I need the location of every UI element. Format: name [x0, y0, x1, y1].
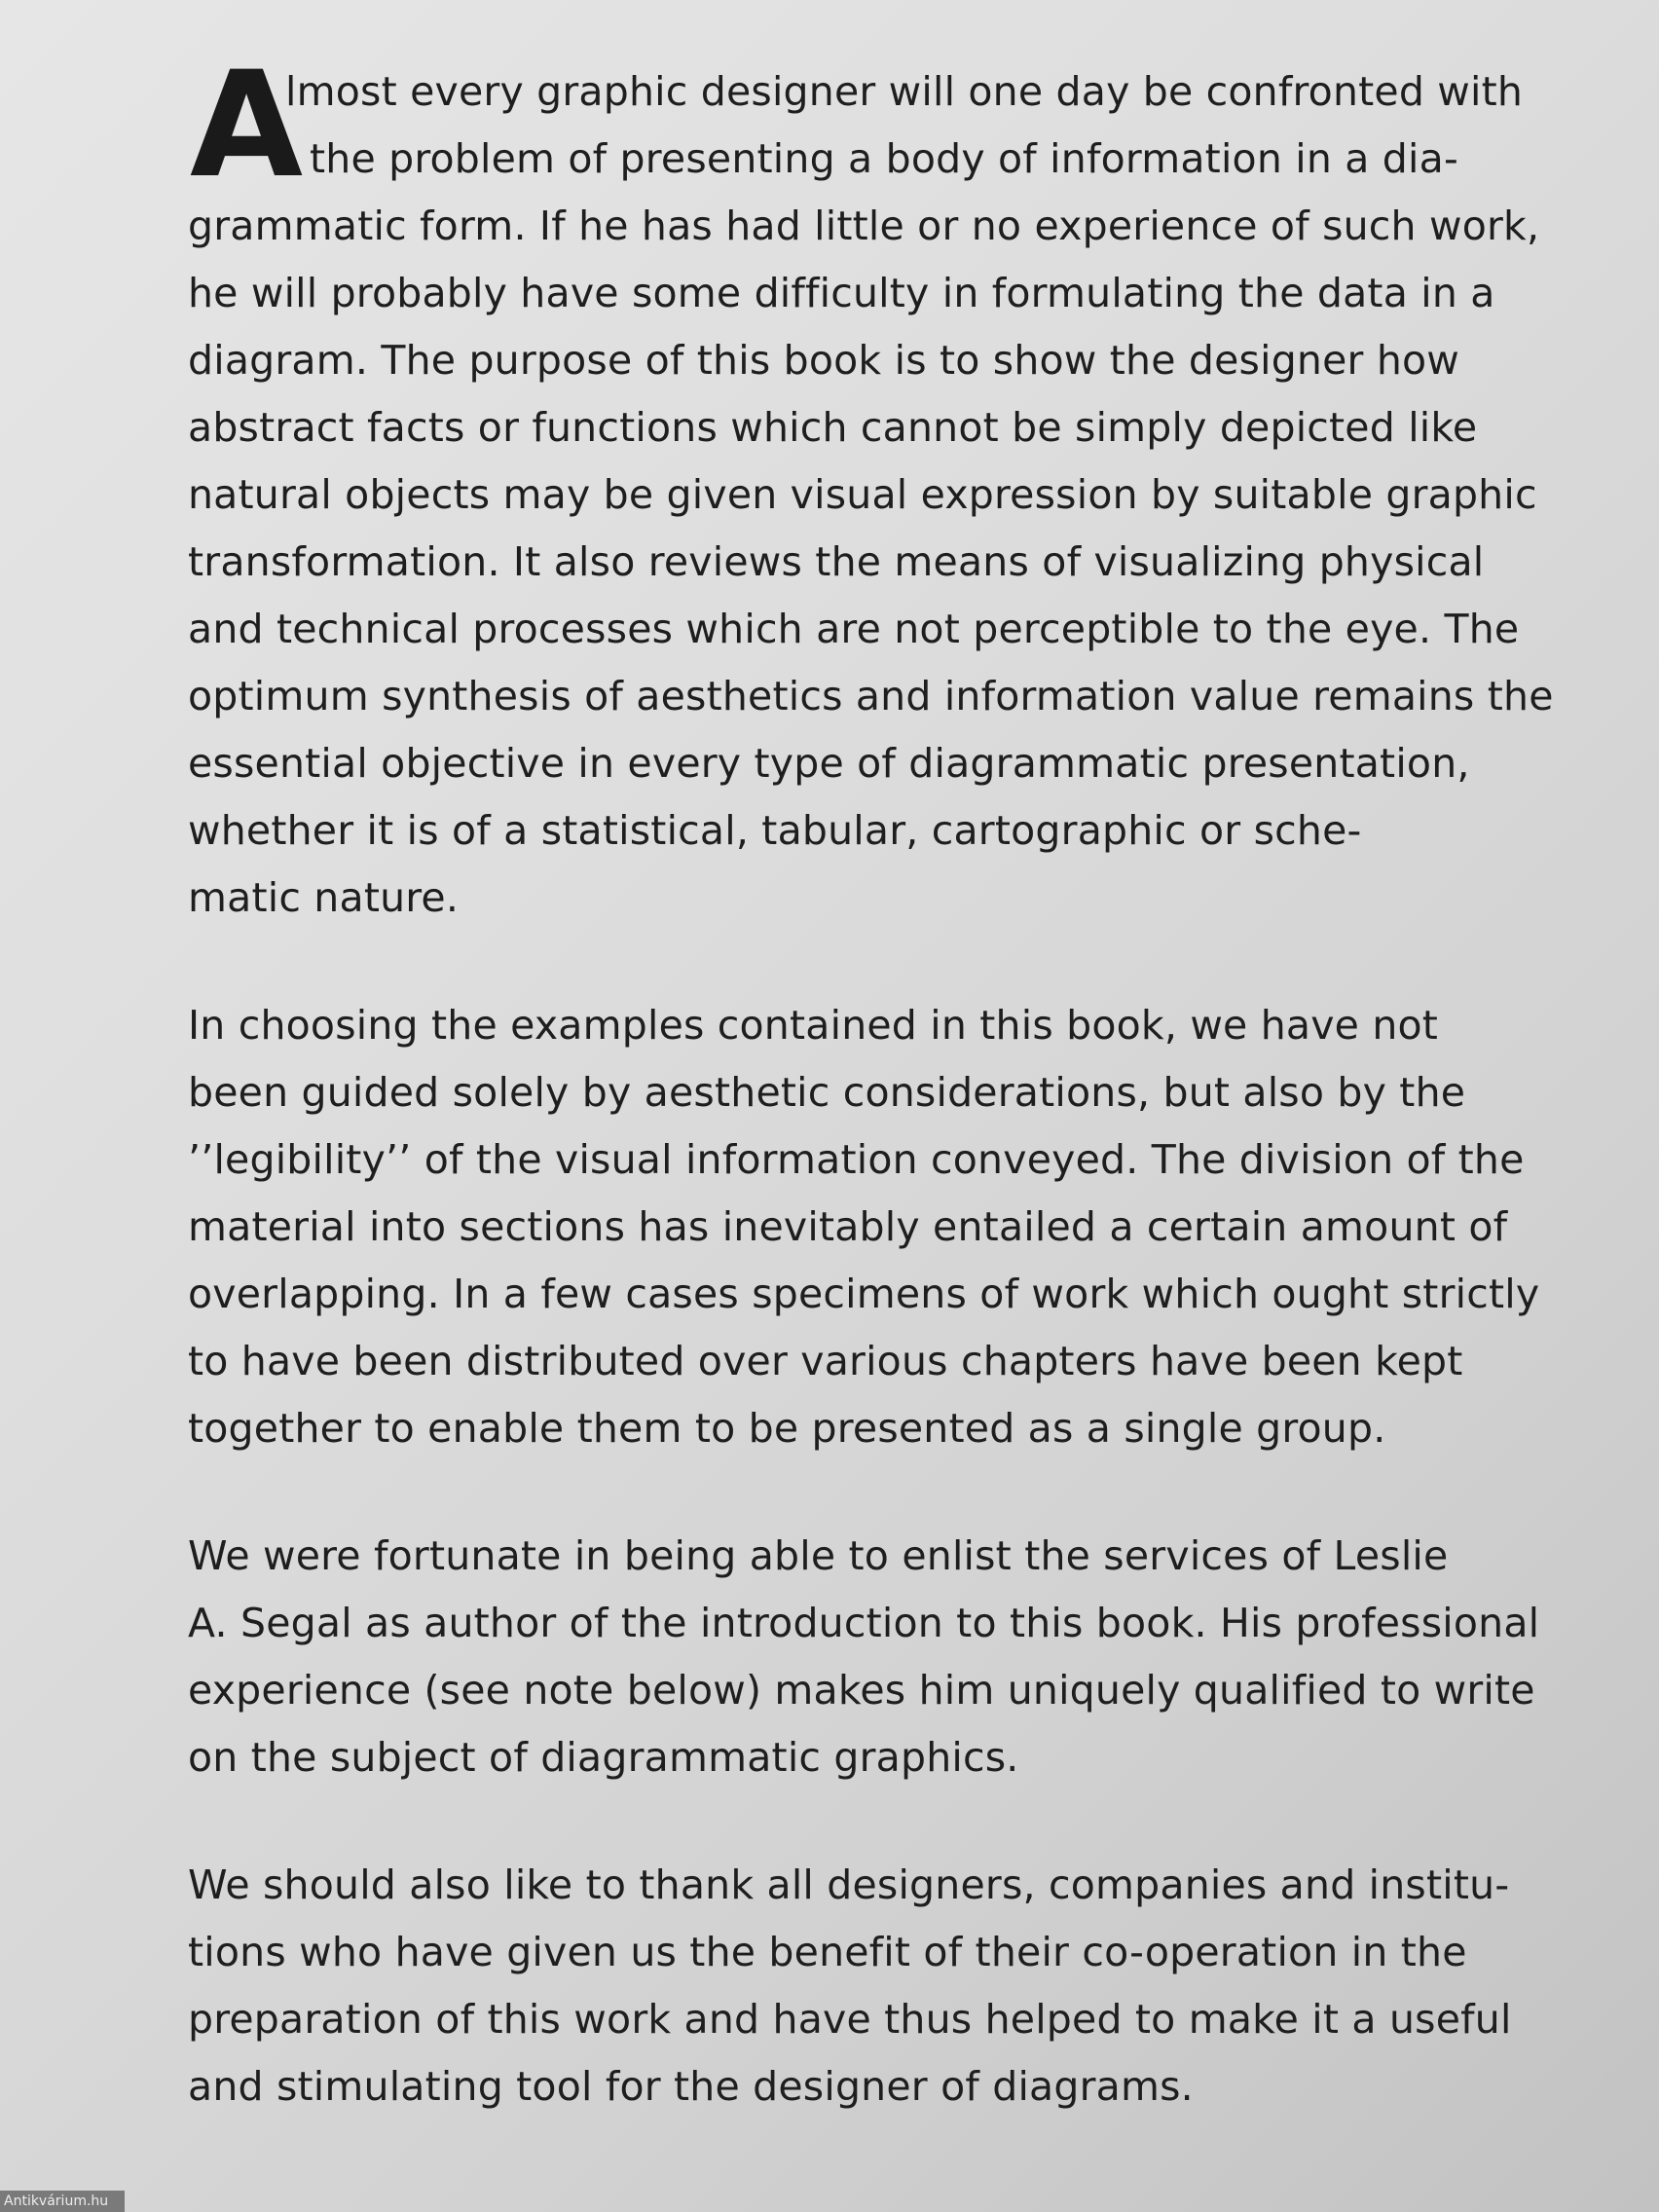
text-line: grammatic form. If he has had little or no experience of such work,	[188, 203, 1540, 249]
paragraph-1	[188, 41, 1629, 932]
text-line: the problem of presenting a body of information in a dia-	[310, 135, 1458, 182]
text-line: We were fortunate in being able to enlist the services of Leslie	[188, 1532, 1449, 1579]
paragraph-2	[188, 992, 1629, 1462]
text-line: natural objects may be given visual expression by suitable graphic	[188, 471, 1537, 518]
text-line: to have been distributed over various chapters have been kept	[188, 1338, 1463, 1384]
text-line: and stimulating tool for the designer of diagrams.	[188, 2063, 1194, 2110]
text-line: and technical processes which are not perceptible to the eye. The	[188, 606, 1520, 652]
text-line: In choosing the examples contained in this book, we have not	[188, 1002, 1439, 1049]
text-line: experience (see note below) makes him uniquely qualified to write	[188, 1667, 1535, 1714]
text-line: tions who have given us the benefit of their co-operation in the	[188, 1929, 1467, 1975]
text-line: whether it is of a statistical, tabular, cartographic or sche-	[188, 807, 1362, 854]
text-line: been guided solely by aesthetic considerations, but also by the	[188, 1069, 1466, 1116]
paragraph-3	[188, 1523, 1629, 1791]
text-line: together to enable them to be presented as a single group.	[188, 1405, 1386, 1452]
text-line: preparation of this work and have thus helped to make it a useful	[188, 1996, 1512, 2043]
text-line: ’’legibility’’ of the visual information conveyed. The division of the	[188, 1136, 1525, 1183]
text-line: A. Segal as author of the introduction to this book. His professional	[188, 1600, 1540, 1646]
site-watermark: Antikvárium.hu	[0, 2191, 125, 2212]
paragraph-4	[188, 1852, 1629, 2120]
text-line: abstract facts or functions which cannot be simply depicted like	[188, 404, 1478, 451]
preface-text	[188, 41, 1629, 2120]
text-line: diagram. The purpose of this book is to show the designer how	[188, 337, 1460, 384]
text-line: essential objective in every type of diagrammatic presentation,	[188, 740, 1470, 787]
text-line: A lmost every graphic designer will one day be confronted with	[190, 41, 1524, 210]
text-line: material into sections has inevitably entailed a certain amount of	[188, 1203, 1508, 1250]
paragraph-spacer	[188, 1791, 1629, 1852]
paragraph-spacer	[188, 1462, 1629, 1523]
paragraph-spacer	[188, 932, 1629, 992]
text-line: overlapping. In a few cases specimens of work which ought strictly	[188, 1271, 1540, 1317]
text-line: matic nature.	[188, 874, 460, 921]
drop-cap: A	[190, 41, 304, 210]
text-line: We should also like to thank all designers, companies and institu-	[188, 1862, 1510, 1908]
text-line: he will probably have some difficulty in formulating the data in a	[188, 270, 1495, 316]
text-line: optimum synthesis of aesthetics and information value remains the	[188, 673, 1554, 719]
text-line: transformation. It also reviews the means of visualizing physical	[188, 538, 1485, 585]
text-line: on the subject of diagrammatic graphics.	[188, 1734, 1019, 1781]
